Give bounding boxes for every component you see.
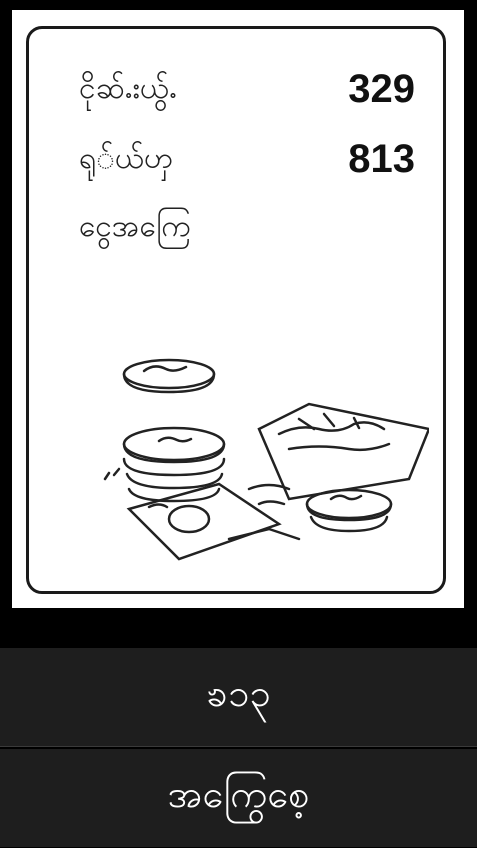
card-number-label: ၶ၁၃ xyxy=(206,671,271,715)
row-value-1: 329 xyxy=(348,67,415,111)
card-row-1 xyxy=(29,59,443,119)
row-label-2: ရု်ယ်ၯ xyxy=(79,141,174,176)
row-label-3: ငွေအကြေ xyxy=(79,209,191,244)
card-word-label: အကြွေစေ့ xyxy=(167,772,310,816)
row-label-1: ငိုဆ်ႉးယွ်ႉ xyxy=(79,71,177,106)
card-row-3 xyxy=(29,197,443,257)
card-number-bar[interactable] xyxy=(0,648,477,747)
card-image-frame xyxy=(12,10,464,608)
row-value-2: 813 xyxy=(348,137,415,181)
card-word-bar[interactable] xyxy=(0,749,477,847)
coins-illustration-icon xyxy=(89,349,429,569)
card-row-2 xyxy=(29,129,443,189)
vocab-card[interactable] xyxy=(26,26,446,594)
